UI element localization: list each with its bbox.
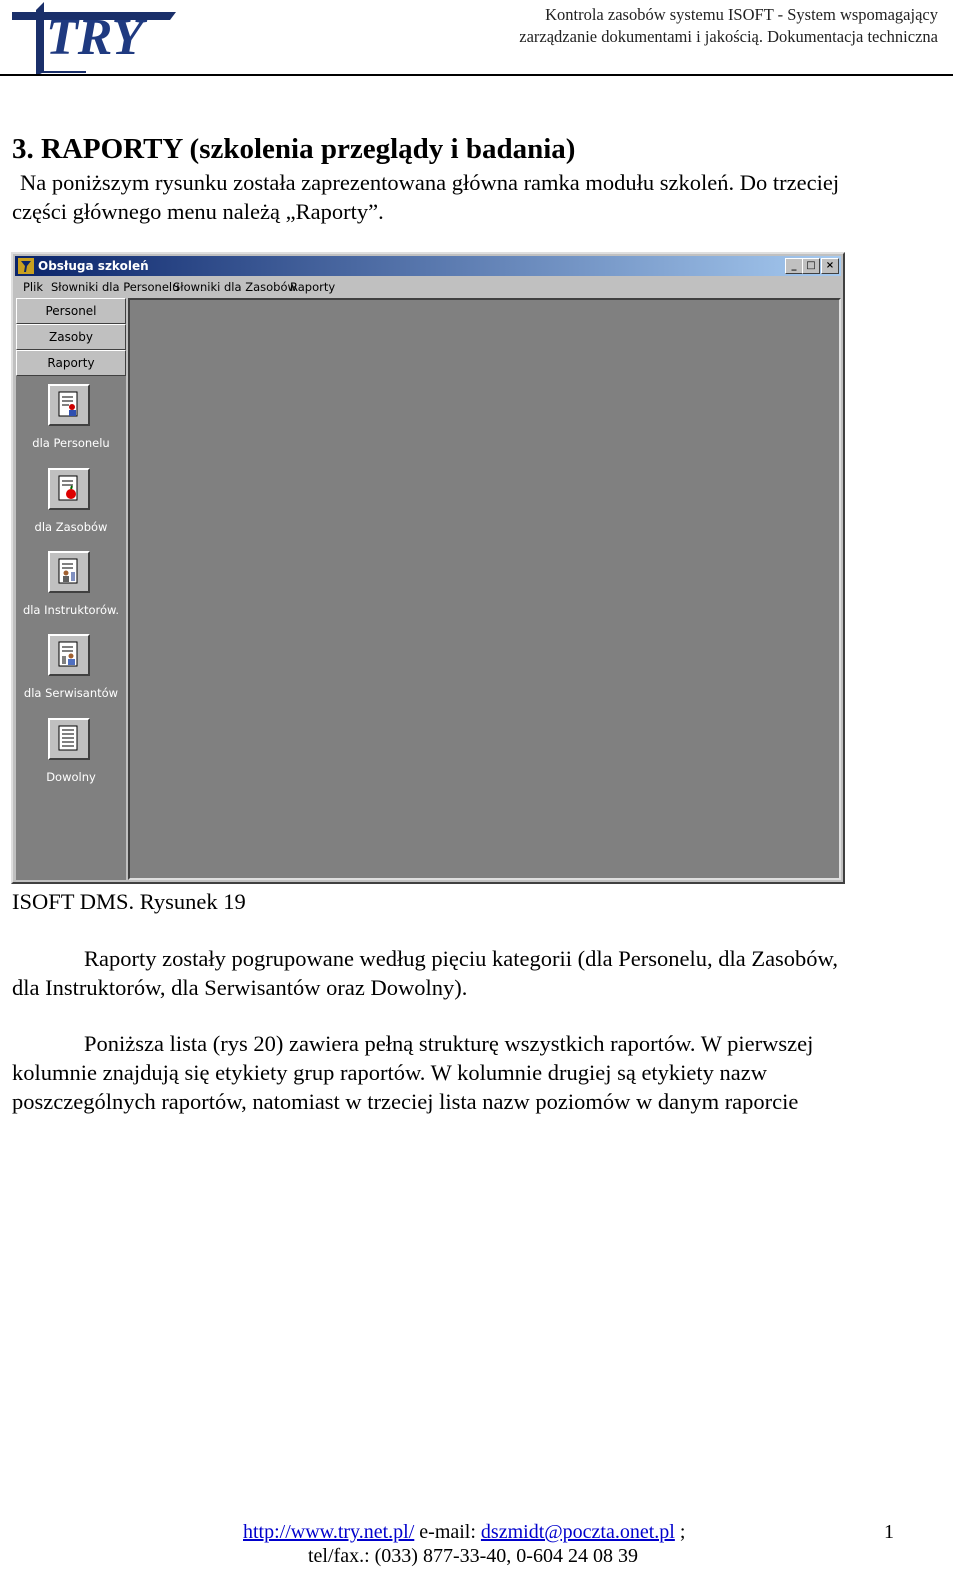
- technician-report-icon[interactable]: [48, 634, 90, 676]
- person-report-icon[interactable]: [48, 384, 90, 426]
- tool-label-zasobow: dla Zasobów: [34, 520, 108, 534]
- footer-contact-line: [243, 1520, 685, 1544]
- close-button[interactable]: ×: [821, 258, 839, 274]
- tool-label-personelu: dla Personelu: [32, 436, 110, 450]
- intro-line-1: Na poniższym rysunku została zaprezentowana główna ramka modułu szkoleń. Do trzeciej: [20, 170, 840, 195]
- footer-website-link[interactable]: http://www.try.net.pl/: [243, 1521, 415, 1543]
- footer-email-label: e-mail:: [419, 1521, 476, 1543]
- menu-plik[interactable]: Plik: [23, 280, 43, 294]
- mdi-workspace: [128, 298, 841, 880]
- para1-text-1: Raporty zostały pogrupowane według pięciu kategorii (dla Personelu, dla Zasobów,: [84, 946, 838, 971]
- tool-dla-instruktorow[interactable]: [16, 551, 126, 635]
- outlook-sidebar: [16, 298, 126, 880]
- instructor-report-icon[interactable]: [48, 551, 90, 593]
- sidebar-personel-button[interactable]: Personel: [16, 298, 126, 324]
- tool-dla-serwisantow[interactable]: [16, 634, 126, 718]
- menu-bar: [15, 277, 841, 297]
- apple-report-icon[interactable]: [48, 468, 90, 510]
- menu-slowniki-personelu[interactable]: Słowniki dla Personelu: [51, 280, 180, 294]
- intro-line-2: części głównego menu należą „Raporty”.: [12, 199, 384, 224]
- header-line-2: zarządzanie dokumentami i jakością. Dokumentacja techniczna: [519, 27, 938, 46]
- para1-line-1: [12, 944, 838, 973]
- tool-dowolny[interactable]: [16, 718, 126, 802]
- tool-label-serwisantow: dla Serwisantów: [23, 686, 119, 700]
- document-header: [519, 4, 938, 48]
- header-line-1: Kontrola zasobów systemu ISOFT - System wspomagający: [545, 5, 938, 24]
- tool-label-dowolny: Dowolny: [46, 770, 96, 784]
- sidebar-raporty-button[interactable]: Raporty: [16, 350, 126, 376]
- svg-text:TRY: TRY: [46, 9, 144, 66]
- maximize-button[interactable]: □: [802, 258, 820, 274]
- document-report-icon[interactable]: [48, 718, 90, 760]
- minimize-button[interactable]: _: [785, 258, 803, 274]
- para2-text-1: Poniższa lista (rys 20) zawiera pełną strukturę wszystkich raportów. W pierwszej: [84, 1031, 814, 1056]
- para1-line-2: dla Instruktorów, dla Serwisantów oraz Dowolny).: [12, 975, 468, 1000]
- para2-line-2: kolumnie znajdują się etykiety grup raportów. W kolumnie drugiej są etykiety nazw: [12, 1060, 768, 1085]
- app-icon: [18, 258, 34, 274]
- sidebar-zasoby-button[interactable]: Zasoby: [16, 324, 126, 350]
- tool-label-instruktorow: dla Instruktorów.: [22, 603, 120, 617]
- try-logo: [6, 2, 178, 76]
- page-number: 1: [884, 1521, 894, 1543]
- footer-phone: tel/fax.: (033) 877-33-40, 0-604 24 08 39: [308, 1545, 638, 1567]
- app-window-screenshot: [11, 252, 845, 884]
- para2-line-1: [12, 1029, 813, 1058]
- section-title: 3. RAPORTY (szkolenia przeglądy i badania): [12, 133, 576, 165]
- window-title: Obsługa szkoleń: [38, 259, 149, 273]
- menu-raporty[interactable]: Raporty: [290, 280, 336, 294]
- footer-separator: ;: [679, 1521, 686, 1543]
- para2-line-3: poszczególnych raportów, natomiast w trzeciej lista nazw poziomów w danym raporcie: [12, 1089, 799, 1114]
- tool-dla-personelu[interactable]: [16, 384, 126, 468]
- header-divider: [0, 74, 953, 76]
- footer-email-link[interactable]: dszmidt@poczta.onet.pl: [480, 1521, 675, 1543]
- menu-slowniki-zasobow[interactable]: Słowniki dla Zasobów: [173, 280, 297, 294]
- tool-dla-zasobow[interactable]: [16, 468, 126, 552]
- window-titlebar[interactable]: [15, 256, 841, 276]
- figure-caption: ISOFT DMS. Rysunek 19: [12, 889, 246, 914]
